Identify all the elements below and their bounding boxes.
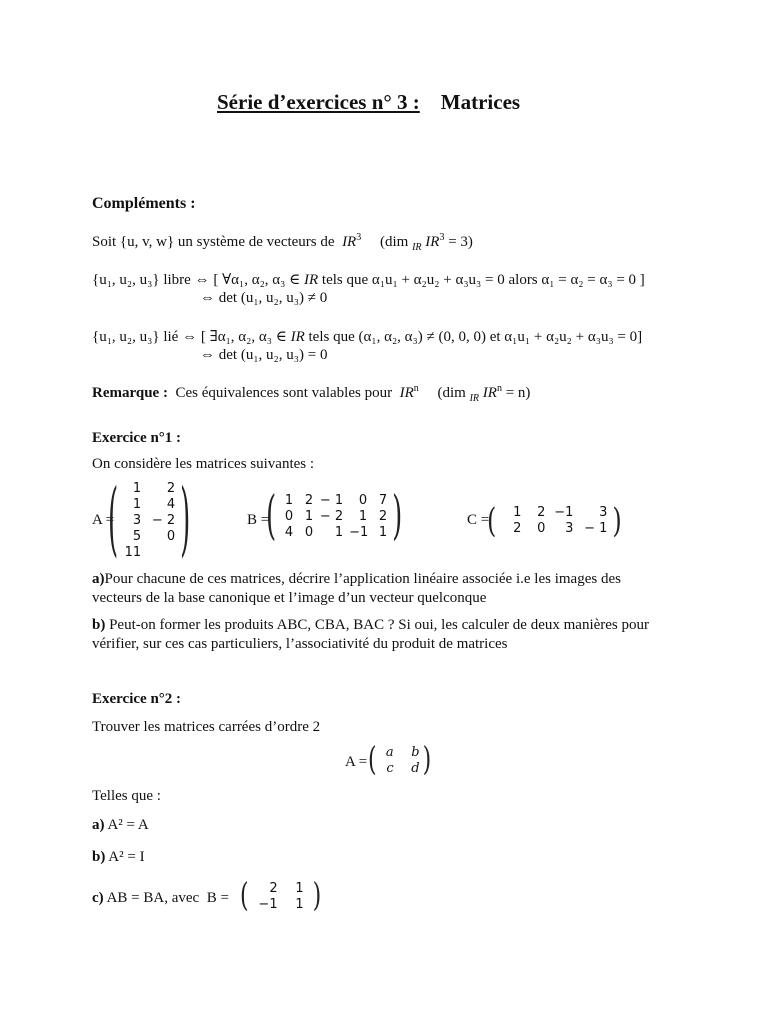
page-title: Série d’exercices n° 3 : Matrices [217, 90, 521, 114]
matrix-entry: 3 [599, 505, 608, 520]
matrix-entry: 1 [334, 525, 344, 540]
matrix-entry: 1 [358, 509, 368, 524]
matrix-entry: −1 [258, 897, 278, 912]
matrix-entry: 3 [565, 521, 574, 536]
matrix-entry: 1 [295, 881, 304, 896]
ex1-intro: On considère les matrices suivantes : [92, 456, 315, 472]
matrix-entry: − 2 [151, 513, 176, 528]
ex2-question-a: a) A² = A [92, 817, 149, 833]
remarque-line: Remarque : Ces équivalences sont valables pour $IR^n$ (dim $_{IR}$ $IR^n = n$) [92, 383, 531, 404]
ex2-intro: Trouver les matrices carrées d’ordre 2 [92, 719, 321, 735]
lie-det-line: ⇔ det (u₁, u₂, u₃) = 0 [200, 347, 328, 363]
ex2-telles: Telles que : [92, 788, 161, 804]
matrix-entry: 1 [378, 525, 388, 540]
matrix-b: ( 1 2 − 1 0 7 0 1 − 2 1 2 4 0 1 −1 1 ) [266, 487, 403, 547]
matrix-entry: 1 [132, 497, 142, 512]
matrix-b-label: B = [247, 512, 270, 528]
matrix-entry: 7 [378, 493, 388, 508]
libre-line: {u₁, u₂, u₃} libre ⇔ [ ∀α₁, α₂, α₃ ∈ IR tels que α₁u₁ + α₂u₂ + α₃u₃ = 0 alors α₁ = α₂ = α₃ = 0 ] [92, 272, 645, 288]
ex2-heading: Exercice n°2 : [92, 691, 182, 707]
ex1-question-a-line2: vecteurs de la base canonique et l’image d’un vecteur quelconque [92, 590, 487, 606]
matrix-entry: 0 [166, 529, 176, 544]
matrix-entry: 5 [132, 529, 142, 544]
matrix-entry: 4 [284, 525, 294, 540]
matrix-entry: 1 [132, 481, 142, 496]
matrix-entry: 11 [124, 545, 142, 560]
soit-line: Soit {u, v, w} un système de vecteurs de $IR^3$ (dim $_{IR}$ $IR^3 = 3$) [92, 232, 473, 253]
matrix-entry [144, 545, 178, 561]
matrix-entry: 2 [269, 881, 278, 896]
ex2-matrix-a-entries [377, 745, 423, 777]
matrix-c-entries [500, 505, 610, 537]
matrix-a: ( 1 2 1 4 3 − 2 5 0 11 ) [108, 474, 191, 568]
matrix-entry: 1 [295, 897, 304, 912]
matrix-entry: 0 [537, 521, 546, 536]
matrix-entry: a [385, 745, 394, 760]
matrix-entry: 3 [132, 513, 142, 528]
matrix-entry: c [386, 761, 394, 776]
matrix-entry: 2 [166, 481, 176, 496]
matrix-b-entries [278, 493, 390, 541]
ex1-question-b: b) Peut-on former les produits ABC, CBA, BAC ? Si oui, les calculer de deux manières pour [92, 617, 650, 633]
matrix-entry: 1 [304, 509, 314, 524]
matrix-entry: 0 [304, 525, 314, 540]
matrix-a-label: A = [92, 512, 115, 528]
ex2-matrix-a-label: A = [345, 754, 368, 770]
matrix-c: ( 1 2 −1 3 2 0 3 − 1 ) [487, 501, 622, 541]
matrix-entry: 1 [513, 505, 522, 520]
matrix-entry: − 2 [319, 509, 344, 524]
ex2-question-c: c) AB = BA, avec B = [92, 890, 229, 906]
matrix-entry: 2 [304, 493, 314, 508]
matrix-a-entries [120, 481, 178, 561]
ex2-matrix-b-entries [253, 881, 307, 913]
matrix-entry: −1 [554, 505, 574, 520]
ex1-question-a: a)Pour chacune de ces matrices, décrire l’application linéaire associée i.e les images des [92, 571, 621, 587]
lie-line: {u₁, u₂, u₃} lié ⇔ [ ∃α₁, α₂, α₃ ∈ IR tels que (α₁, α₂, α₃) ≠ (0, 0, 0) et α₁u₁ + α₂u₂ + α₃u₃ = 0] [92, 329, 643, 345]
matrix-entry: 4 [166, 497, 176, 512]
complements-heading: Compléments : [92, 195, 196, 212]
matrix-entry: 1 [284, 493, 294, 508]
ex2-matrix-b: ( 2 1 −1 1 ) [240, 877, 322, 915]
ex1-question-b-line2: vérifier, sur ces cas particuliers, l’associativité du produit de matrices [92, 636, 508, 652]
matrix-entry: 2 [537, 505, 546, 520]
matrix-entry: −1 [349, 525, 369, 540]
ex1-heading: Exercice n°1 : [92, 430, 182, 446]
matrix-entry: d [411, 761, 420, 776]
libre-det-line: ⇔ det (u₁, u₂, u₃) ≠ 0 [200, 290, 328, 306]
matrix-entry: 2 [513, 521, 522, 536]
ex2-matrix-a: ( a b c d ) [368, 741, 432, 779]
ex2-question-b: b) A² = I [92, 849, 145, 865]
matrix-c-label: C = [467, 512, 490, 528]
matrix-entry: − 1 [319, 493, 344, 508]
matrix-entry: b [411, 745, 420, 760]
matrix-entry: 0 [358, 493, 368, 508]
matrix-entry: 2 [378, 509, 388, 524]
matrix-entry: − 1 [584, 521, 608, 536]
matrix-entry: 0 [284, 509, 294, 524]
